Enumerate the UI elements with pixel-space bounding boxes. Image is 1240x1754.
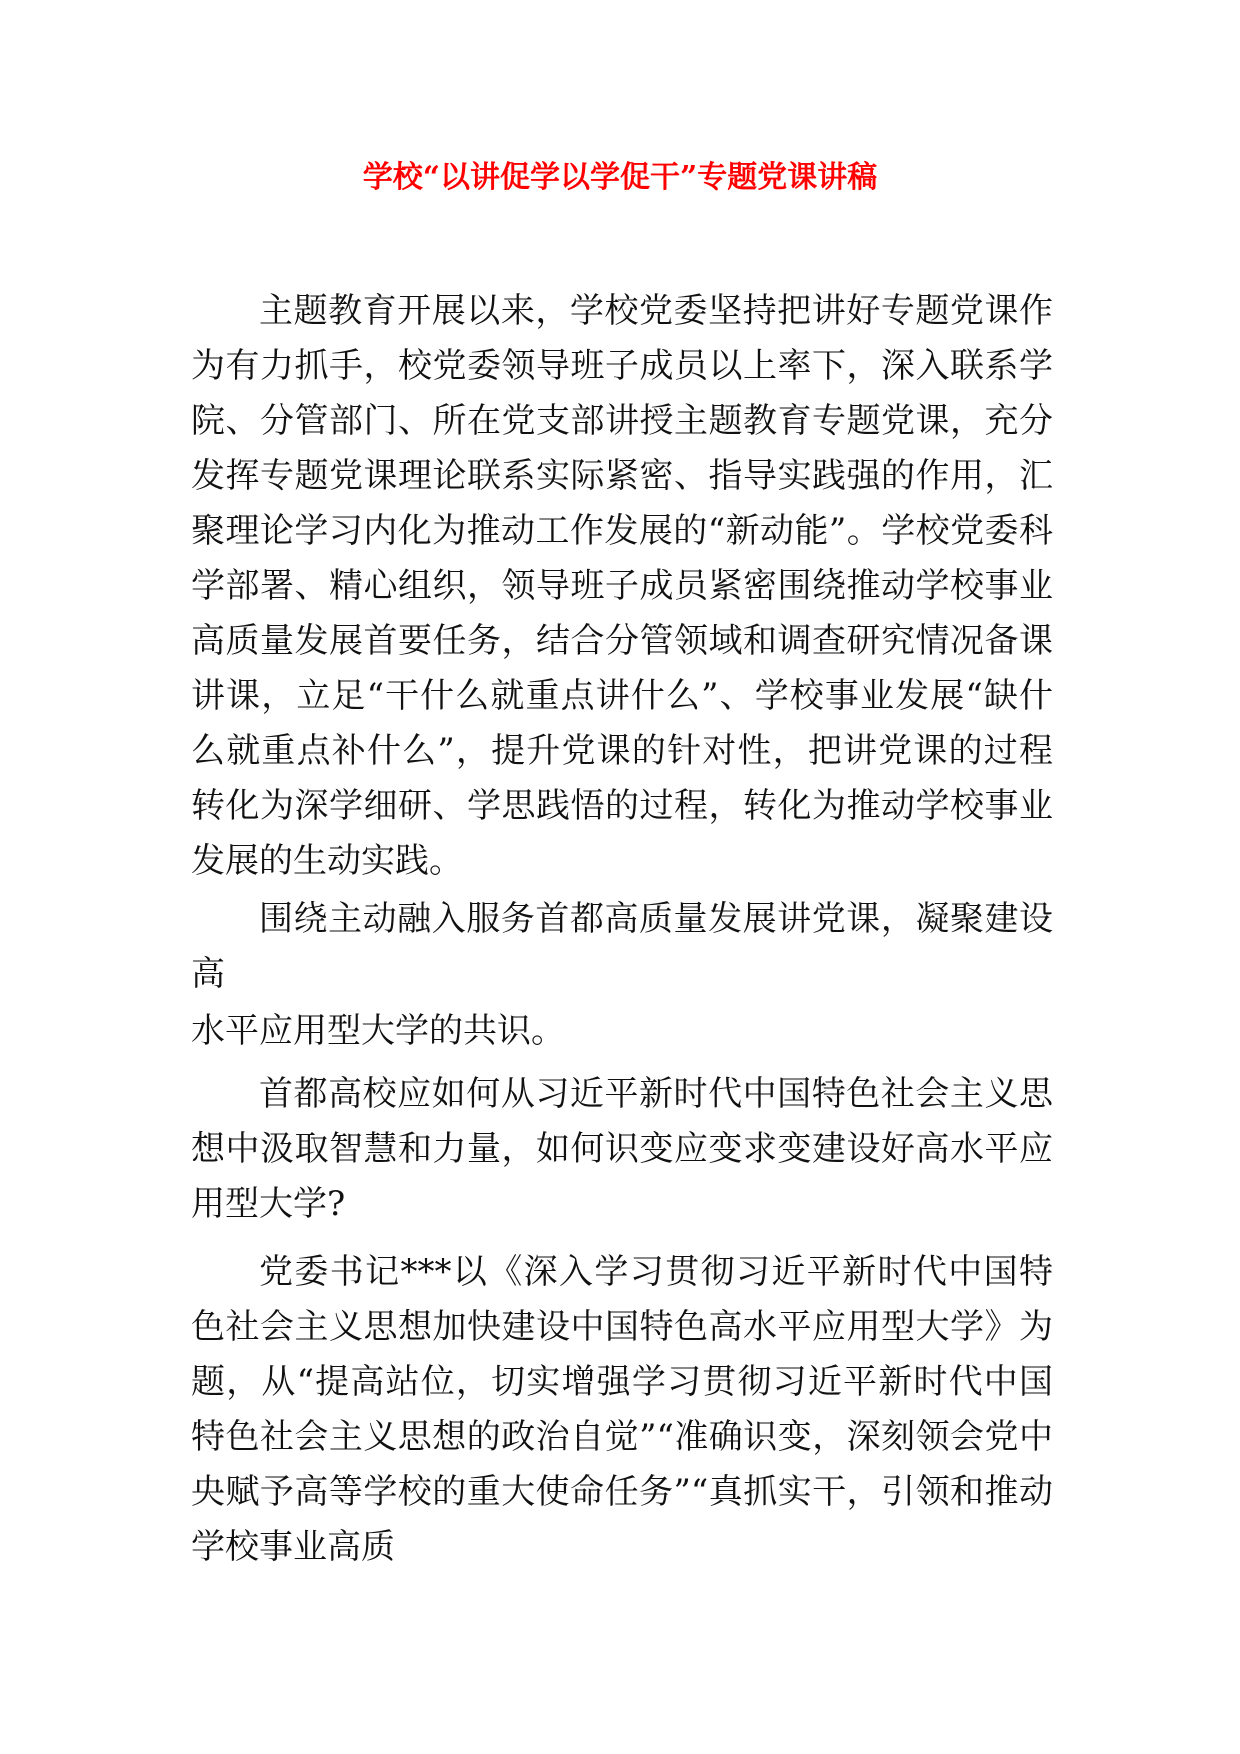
paragraph-heading-line2: 水平应用型大学的共识。 <box>191 1011 565 1051</box>
document-title: 学校“以讲促学以学促干”专题党课讲稿 <box>362 160 878 195</box>
paragraph-heading <box>191 892 1053 1059</box>
paragraph-intro: 主题教育开展以来，学校党委坚持把讲好专题党课作为有力抓手，校党委领导班子成员以上率下，深入联系学院、分管部门、所在党支部讲授主题教育专题党课，充分发挥专题党课理论联系实际紧密、指导实践强的作用，汇聚理论学习内化为推动工作发展的“新动能”。学校党委科学部署、精心组织，领导班子成员紧密围绕推动学校事业高质量发展首要任务，结合分管领域和调查研究情况备课讲课，立足“干什么就重点讲什么”、学校事业发展“缺什么就重点补什么”，提升党课的针对性，把讲党课的过程转化为深学细研、学思践悟的过程，转化为推动学校事业发展的生动实践。 <box>191 291 1053 881</box>
document-body <box>191 284 1053 1575</box>
paragraph-question: 首都高校应如何从习近平新时代中国特色社会主义思想中汲取智慧和力量，如何识变应变求变建设好高水平应用型大学? <box>191 1074 1053 1224</box>
paragraph-heading-line1: 围绕主动融入服务首都高质量发展讲党课，凝聚建设高 <box>191 899 1053 994</box>
paragraph-secretary: 党委书记***以《深入学习贯彻习近平新时代中国特色社会主义思想加快建设中国特色高水平应用型大学》为题，从“提高站位，切实增强学习贯彻习近平新时代中国特色社会主义思想的政治自觉”“准确识变，深刻领会党中央赋予高等学校的重大使命任务”“真抓实干，引领和推动学校事业高质 <box>191 1252 1053 1567</box>
